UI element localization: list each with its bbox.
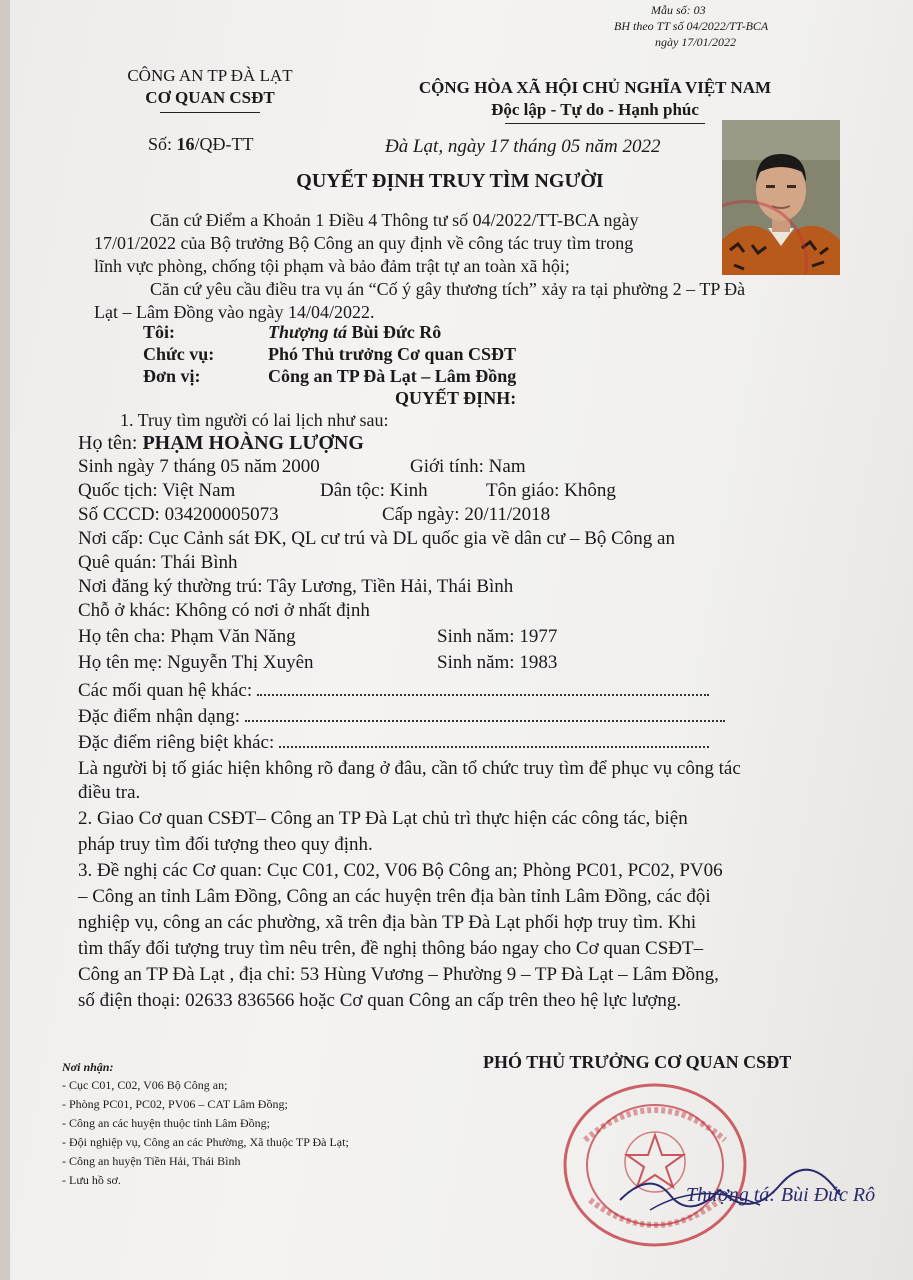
signature-title: PHÓ THỦ TRƯỞNG CƠ QUAN CSĐT bbox=[483, 1052, 792, 1072]
issuer-label-unit: Đơn vị: bbox=[143, 366, 201, 386]
subject-father: Họ tên cha: Phạm Văn Năng bbox=[78, 626, 296, 647]
item2-line-2: pháp truy tìm đối tượng theo quy định. bbox=[78, 834, 373, 855]
special-dotted-line bbox=[279, 744, 709, 748]
signed-name: Thượng tá: Bùi Đức Rô bbox=[686, 1184, 876, 1206]
subject-hometown: Quê quán: Thái Bình bbox=[78, 552, 238, 573]
motto-underline bbox=[505, 123, 705, 124]
preamble-line-5: Lạt – Lâm Đồng vào ngày 14/04/2022. bbox=[94, 302, 375, 322]
subject-id-issuer: Nơi cấp: Cục Cảnh sát ĐK, QL cư trú và DL quốc gia về dân cư – Bộ Công an bbox=[78, 528, 675, 549]
subject-dob: Sinh ngày 7 tháng 05 năm 2000 bbox=[78, 456, 320, 477]
item1-intro: 1. Truy tìm người có lai lịch như sau: bbox=[120, 410, 389, 430]
decision-number bbox=[148, 134, 254, 155]
relations-label: Các mối quan hệ khác: bbox=[78, 680, 257, 701]
form-code-line1: Mẫu số: 03 bbox=[651, 3, 706, 17]
agency-name: CÔNG AN TP ĐÀ LẠT bbox=[127, 66, 293, 85]
recipient-item: - Công an các huyện thuộc tỉnh Lâm Đồng; bbox=[62, 1116, 270, 1130]
item3-line-4: tìm thấy đối tượng truy tìm nêu trên, đề nghị thông báo ngay cho Cơ quan CSĐT– bbox=[78, 938, 704, 959]
subject-relations bbox=[78, 680, 709, 702]
subject-photo bbox=[722, 120, 840, 275]
nation-name: CỘNG HÒA XÃ HỘI CHỦ NGHĨA VIỆT NAM bbox=[418, 78, 772, 97]
number-value: 16 bbox=[176, 134, 195, 154]
office-name: CƠ QUAN CSĐT bbox=[145, 88, 275, 107]
subject-name bbox=[78, 432, 364, 455]
features-label: Đặc điểm nhận dạng: bbox=[78, 706, 245, 727]
subject-name-value: PHẠM HOÀNG LƯỢNG bbox=[142, 432, 364, 454]
issuer-fullname: Bùi Đức Rô bbox=[346, 322, 442, 342]
relations-dotted-line bbox=[257, 692, 709, 696]
preamble-line-4: Căn cứ yêu cầu điều tra vụ án “Cố ý gây thương tích” xảy ra tại phường 2 – TP Đà bbox=[150, 279, 746, 299]
subject-religion: Tôn giáo: Không bbox=[486, 480, 616, 501]
number-prefix: Số: bbox=[148, 134, 177, 154]
national-motto: Độc lập - Tự do - Hạnh phúc bbox=[491, 100, 699, 119]
recipient-item: - Đội nghiệp vụ, Công an các Phường, Xã thuộc TP Đà Lạt; bbox=[62, 1135, 349, 1149]
subject-mother: Họ tên mẹ: Nguyễn Thị Xuyên bbox=[78, 652, 314, 673]
issuer-position: Phó Thủ trưởng Cơ quan CSĐT bbox=[268, 344, 516, 364]
item3-line-5: Công an TP Đà Lạt , địa chỉ: 53 Hùng Vương – Phường 9 – TP Đà Lạt – Lâm Đồng, bbox=[78, 964, 719, 985]
recipient-item: - Lưu hồ sơ. bbox=[62, 1173, 121, 1187]
item3-line-1: 3. Đề nghị các Cơ quan: Cục C01, C02, V06 Bộ Công an; Phòng PC01, PC02, PV06 bbox=[78, 860, 723, 881]
item3-line-6: số điện thoại: 02633 836566 hoặc Cơ quan Công an cấp trên theo hệ lực lượng. bbox=[78, 990, 682, 1011]
document-title: QUYẾT ĐỊNH TRUY TÌM NGƯỜI bbox=[296, 170, 604, 192]
item1-reason-line-1: Là người bị tố giác hiện không rõ đang ở đâu, cần tổ chức truy tìm để phục vụ công tác bbox=[78, 758, 741, 779]
special-label: Đặc điểm riêng biệt khác: bbox=[78, 732, 280, 753]
subject-id-number: Số CCCD: 034200005073 bbox=[78, 504, 279, 525]
issuer-name bbox=[268, 322, 441, 343]
form-code-line3: ngày 17/01/2022 bbox=[655, 35, 736, 49]
issuer-label-name: Tôi: bbox=[143, 322, 176, 342]
item3-line-3: nghiệp vụ, công an các phường, xã trên địa bàn TP Đà Lạt phối hợp truy tìm. Khi bbox=[78, 912, 697, 933]
subject-gender: Giới tính: Nam bbox=[410, 456, 526, 477]
recipients-heading: Nơi nhận: bbox=[62, 1060, 114, 1074]
recipient-item: - Công an huyện Tiền Hải, Thái Bình bbox=[62, 1154, 241, 1168]
decision-heading: QUYẾT ĐỊNH: bbox=[395, 388, 517, 408]
item2-line-1: 2. Giao Cơ quan CSĐT– Công an TP Đà Lạt chủ trì thực hiện các công tác, biện bbox=[78, 808, 688, 829]
document-page bbox=[10, 0, 913, 1280]
subject-mother-born: Sinh năm: 1983 bbox=[437, 652, 558, 673]
subject-father-born: Sinh năm: 1977 bbox=[437, 626, 558, 647]
item1-reason-line-2: điều tra. bbox=[78, 782, 141, 803]
item3-line-2: – Công an tỉnh Lâm Đồng, Công an các huyện trên địa bàn tỉnh Lâm Đồng, các đội bbox=[78, 886, 711, 907]
header-left-underline bbox=[160, 112, 260, 113]
form-code-line2: BH theo TT số 04/2022/TT-BCA bbox=[614, 19, 769, 33]
place-date: Đà Lạt, ngày 17 tháng 05 năm 2022 bbox=[385, 136, 661, 157]
subject-features bbox=[78, 706, 725, 728]
subject-special bbox=[78, 732, 709, 754]
number-suffix: /QĐ-TT bbox=[194, 134, 254, 154]
recipient-item: - Phòng PC01, PC02, PV06 – CAT Lâm Đồng; bbox=[62, 1097, 288, 1111]
preamble-line-2: 17/01/2022 của Bộ trưởng Bộ Công an quy định về công tác truy tìm trong bbox=[94, 233, 634, 253]
subject-residence: Nơi đăng ký thường trú: Tây Lương, Tiền Hải, Thái Bình bbox=[78, 576, 514, 597]
subject-id-date: Cấp ngày: 20/11/2018 bbox=[382, 504, 551, 525]
subject-ethnicity: Dân tộc: Kinh bbox=[320, 480, 428, 501]
recipient-item: - Cục C01, C02, V06 Bộ Công an; bbox=[62, 1078, 228, 1092]
subject-nationality: Quốc tịch: Việt Nam bbox=[78, 480, 236, 501]
preamble-line-1: Căn cứ Điểm a Khoản 1 Điều 4 Thông tư số 04/2022/TT-BCA ngày bbox=[150, 210, 639, 230]
preamble-line-3: lĩnh vực phòng, chống tội phạm và bảo đảm trật tự an toàn xã hội; bbox=[94, 256, 570, 276]
issuer-label-position: Chức vụ: bbox=[143, 344, 215, 364]
issuer-unit: Công an TP Đà Lạt – Lâm Đồng bbox=[268, 366, 517, 386]
features-dotted-line bbox=[245, 718, 725, 722]
subject-other-address: Chỗ ở khác: Không có nơi ở nhất định bbox=[78, 600, 370, 621]
subject-name-label: Họ tên: bbox=[78, 432, 143, 454]
issuer-rank: Thượng tá bbox=[268, 322, 347, 342]
